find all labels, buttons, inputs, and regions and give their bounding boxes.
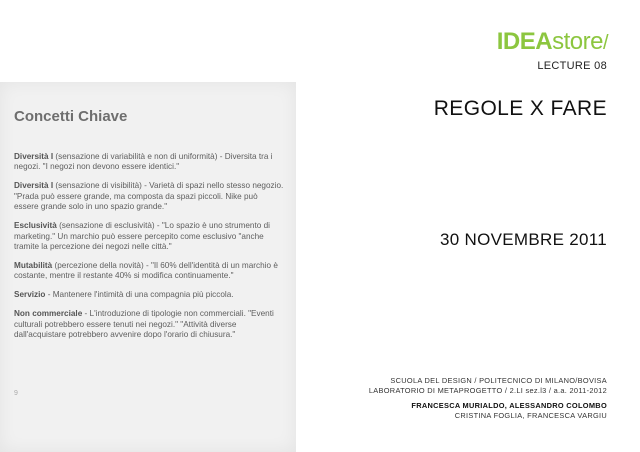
concept-term: Diversità I — [14, 152, 54, 161]
concept-item — [14, 261, 284, 282]
concept-text: - Mantenere l'intimità di una compagnia più piccola. — [47, 290, 234, 300]
credits-authors: FRANCESCA MURIALDO, ALESSANDRO COLOMBO — [411, 401, 607, 410]
lecture-date: 30 NOVEMBRE 2011 — [439, 230, 607, 249]
concept-item — [14, 152, 284, 173]
lecture-number: LECTURE 08 — [537, 60, 607, 72]
concept-list — [14, 152, 284, 349]
concept-term: Mutabilità — [14, 261, 53, 271]
concept-text: - L'introduzione di tipologie non commerciali. "Eventi culturali potrebbero essere tenuti nei negozi." "Attività diverse dall'acquistare potrebbero avvenire dopo l'orario di chiusura." — [14, 309, 274, 340]
credits-school: SCUOLA DEL DESIGN / POLITECNICO DI MILANO/BOVISA — [390, 376, 607, 385]
scanned-page — [0, 82, 296, 452]
concept-item — [14, 181, 284, 212]
scan-corner-mark: 9 — [14, 390, 18, 397]
concept-text: (sensazione di variabilità e non di uniformità) - Diversita tra i negozi. "I negozi non devono essere identici." — [14, 152, 273, 172]
concept-item — [14, 309, 284, 340]
concept-term: Non commerciale — [14, 309, 83, 319]
logo-store: store — [552, 28, 603, 55]
ideastore-logo — [497, 28, 608, 56]
logo-slash: / — [602, 32, 608, 54]
credits-block — [369, 376, 607, 421]
page-title: REGOLE X FARE — [433, 97, 607, 120]
concept-text: (sensazione di visibilità) - Varietà di spazi nello stesso negozio. "Prada può essere grande, ma composta da spazi piccoli. Nike può essere grande solo in uno spazio grande." — [14, 181, 284, 212]
concept-term: Servizio — [14, 290, 46, 300]
scan-title: Concetti Chiave — [14, 108, 128, 125]
concept-term: Esclusività — [14, 221, 57, 231]
concept-term: Diversità I — [14, 181, 54, 191]
concept-text: (percezione della novità) - "Il 60% dell'identità di un marchio è costante, mentre il restante 40% si modifica continuamente." — [14, 261, 278, 281]
concept-item — [14, 221, 284, 252]
concept-text: (sensazione di esclusività) - "Lo spazio è uno strumento di marketing." Un marchio può essere percepito come esclusivo "anche tramite la percezione dei negozi nelle città." — [14, 221, 270, 252]
concept-item — [14, 290, 284, 300]
credits-lab: LABORATORIO DI METAPROGETTO / 2.LI sez.l3 / a.a. 2011-2012 — [368, 386, 607, 395]
credits-assistants: CRISTINA FOGLIA, FRANCESCA VARGIU — [454, 411, 607, 420]
logo-idea: IDEA — [496, 28, 553, 55]
